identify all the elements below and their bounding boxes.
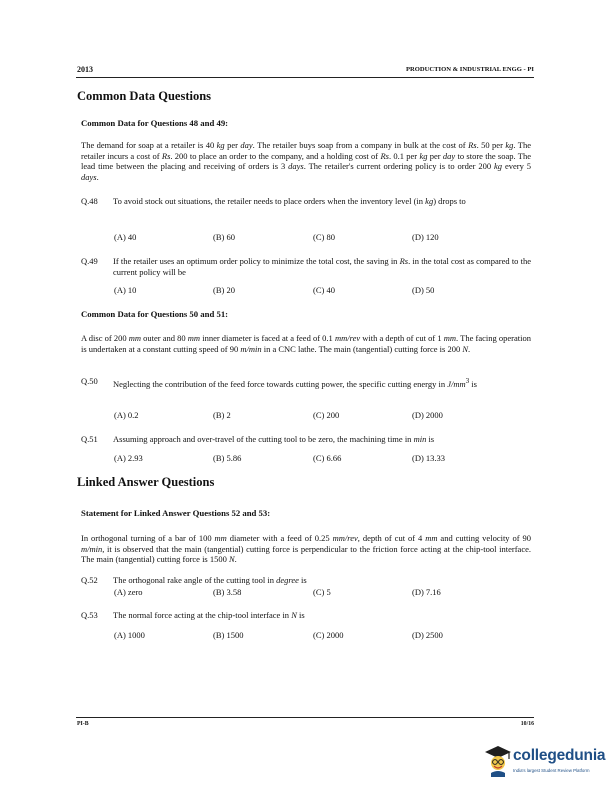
- options-q49: [114, 285, 534, 296]
- option-c: (C) 200: [313, 410, 340, 420]
- option-b: (B) 5.86: [213, 453, 242, 463]
- option-c: (C) 80: [313, 232, 335, 242]
- option-d: (D) 120: [412, 232, 439, 242]
- question-number: Q.51: [81, 434, 98, 444]
- section-title-common-data: Common Data Questions: [77, 89, 212, 103]
- option-c: (C) 5: [313, 587, 331, 597]
- option-c: (C) 2000: [313, 630, 344, 640]
- question-53: [81, 610, 531, 621]
- question-48: [81, 196, 531, 207]
- option-d: (D) 13.33: [412, 453, 446, 463]
- question-number: Q.50: [81, 376, 98, 386]
- options-q53: [114, 630, 534, 641]
- options-q52: [114, 587, 534, 598]
- question-number: Q.52: [81, 575, 98, 585]
- heading-q50-51: Common Data for Questions 50 and 51:: [81, 309, 229, 319]
- footer-code: PI-B: [77, 721, 89, 727]
- question-text: To avoid stock out situations, the retailer needs to place orders when the inventory level (in kg) drops to: [113, 196, 466, 206]
- option-a: (A) 1000: [114, 630, 145, 640]
- question-text: The normal force acting at the chip-tool interface in N is: [113, 610, 305, 620]
- graduate-cap-icon: [483, 745, 513, 777]
- option-d: (D) 7.16: [412, 587, 441, 597]
- question-text: If the retailer uses an optimum order policy to minimize the total cost, the saving in Rs. in the total cost as compared to the current policy will be: [113, 256, 531, 277]
- option-d: (D) 2500: [412, 630, 443, 640]
- option-b: (B) 1500: [213, 630, 244, 640]
- header-paper-title: PRODUCTION & INDUSTRIAL ENGG - PI: [405, 66, 534, 73]
- question-51: [81, 434, 531, 445]
- option-d: (D) 50: [412, 285, 435, 295]
- heading-q52-53: Statement for Linked Answer Questions 52 and 53:: [81, 508, 271, 518]
- options-q51: [114, 453, 534, 464]
- option-a: (A) zero: [114, 587, 143, 597]
- paragraph-q50-51: A disc of 200 mm outer and 80 mm inner diameter is faced at a feed of 0.1 mm/rev with a depth of cut of 1 mm. The facing operation is undertaken at a constant cutting speed of 90 m/min in a CNC lathe. The main (tangential) cutting force is 200 N.: [81, 333, 531, 354]
- paragraph-q52-53: In orthogonal turning of a bar of 100 mm diameter with a feed of 0.25 mm/rev, depth of cut of 4 mm and cutting velocity of 90 m/min, it is observed that the main (tangential) cutting force is perpendicular to the friction force acting at the chip-tool interface. The main (tangential) cutting force is 1500 N.: [81, 533, 532, 564]
- question-52: [81, 575, 531, 586]
- question-text: Neglecting the contribution of the feed force towards cutting power, the specific cutting energy in $J/mm^3$ is: [113, 377, 477, 389]
- section-title-linked-answer: Linked Answer Questions: [77, 475, 215, 489]
- option-a: (A) 40: [114, 232, 137, 242]
- collegedunia-watermark: [483, 745, 608, 781]
- question-number: Q.49: [81, 256, 98, 266]
- header-year: 2013: [77, 65, 93, 74]
- option-b: (B) 2: [213, 410, 231, 420]
- question-number: Q.48: [81, 196, 98, 206]
- option-a: (A) 10: [114, 285, 137, 295]
- question-49: [81, 256, 531, 277]
- footer-page-number: 10/16: [520, 721, 534, 727]
- brand-tagline: India's largest Student Review Platform: [513, 768, 590, 773]
- heading-q48-49: Common Data for Questions 48 and 49:: [81, 118, 229, 128]
- question-text: The orthogonal rake angle of the cutting tool in degree is: [113, 575, 307, 585]
- option-d: (D) 2000: [412, 410, 443, 420]
- footer-rule: [76, 717, 534, 718]
- option-b: (B) 60: [213, 232, 235, 242]
- option-a: (A) 0.2: [114, 410, 139, 420]
- option-c: (C) 6.66: [313, 453, 342, 463]
- question-50: [81, 376, 531, 389]
- options-q50: [114, 410, 534, 421]
- option-a: (A) 2.93: [114, 453, 143, 463]
- option-b: (B) 3.58: [213, 587, 242, 597]
- options-q48: [114, 232, 534, 243]
- header-rule: [76, 77, 534, 78]
- option-b: (B) 20: [213, 285, 235, 295]
- option-c: (C) 40: [313, 285, 335, 295]
- question-text: Assuming approach and over-travel of the cutting tool to be zero, the machining time in min is: [113, 434, 435, 444]
- question-number: Q.53: [81, 610, 98, 620]
- paragraph-q48-49: The demand for soap at a retailer is 40 kg per day. The retailer buys soap from a company in bulk at the cost of Rs. 50 per kg. The retailer incurs a cost of Rs. 200 to place an order to the company, and a holding cost of Rs. 0.1 per kg per day to store the soap. The lead time between the placing and receiving of orders is 3 days. The retailer's current ordering policy is to order 200 kg every 5 days.: [81, 140, 531, 182]
- brand-name: collegedunia: [513, 747, 606, 764]
